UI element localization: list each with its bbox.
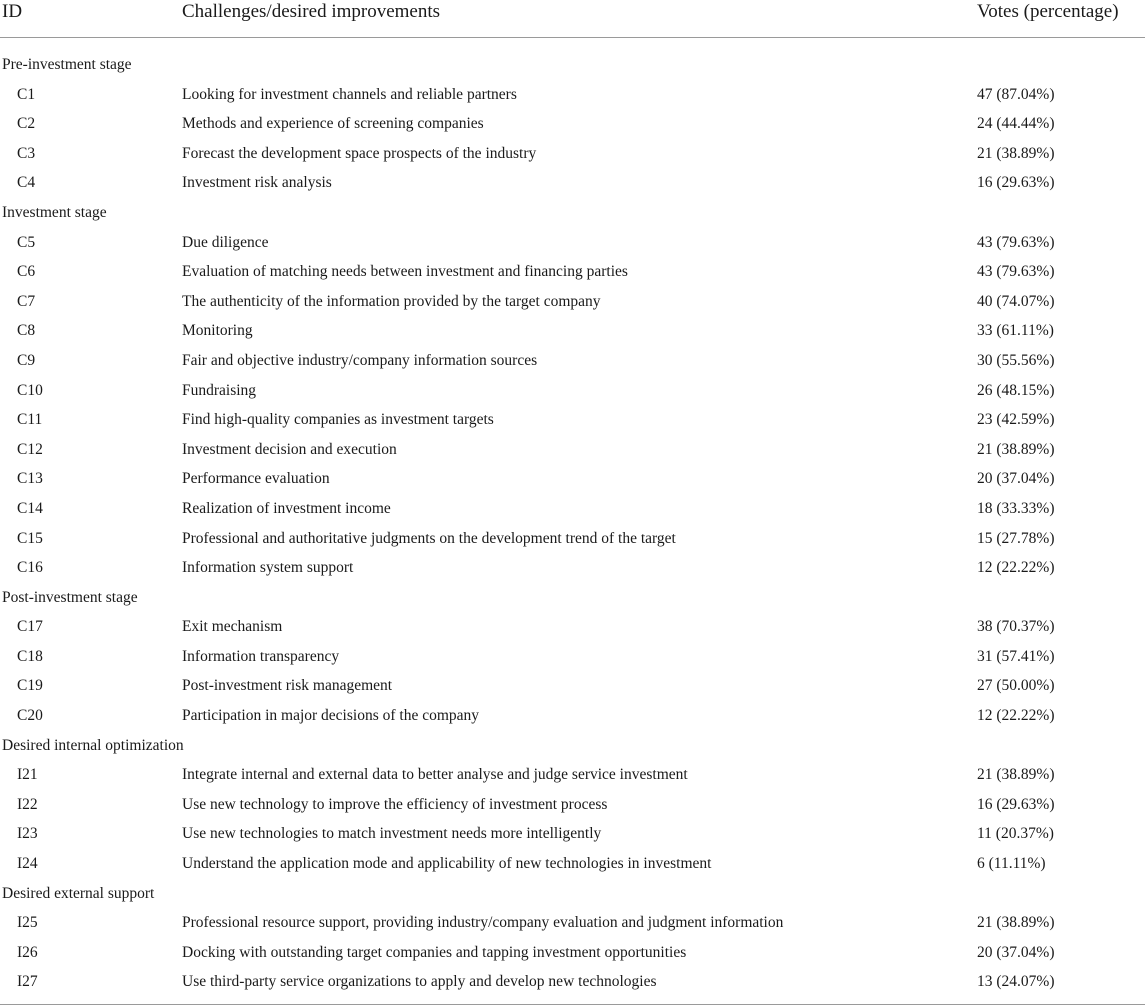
table-bottom-rule: [0, 1004, 1145, 1005]
row-votes: 15 (27.78%): [977, 529, 1055, 547]
table-row: [0, 524, 1145, 554]
row-votes: 31 (57.41%): [977, 647, 1055, 665]
row-votes: 47 (87.04%): [977, 85, 1055, 103]
row-votes: 21 (38.89%): [977, 144, 1055, 162]
row-votes: 18 (33.33%): [977, 499, 1055, 517]
section-title: Pre-investment stage: [2, 56, 132, 73]
row-id: C3: [17, 144, 36, 162]
row-votes: 20 (37.04%): [977, 470, 1055, 488]
row-votes: 6 (11.11%): [977, 855, 1046, 873]
row-description: Information transparency: [182, 647, 340, 665]
table-row: [0, 701, 1145, 731]
table-row: [0, 849, 1145, 879]
table-row: [0, 494, 1145, 524]
row-description: Docking with outstanding target companies and tapping investment opportunities: [182, 943, 687, 961]
row-id: C16: [17, 559, 43, 577]
row-description: Post-investment risk management: [182, 677, 393, 695]
table-body: [0, 38, 1145, 997]
table-row: [0, 287, 1145, 317]
row-id: C19: [17, 677, 43, 695]
row-votes: 12 (22.22%): [977, 559, 1055, 577]
row-id: C1: [17, 85, 36, 103]
row-description: Investment risk analysis: [182, 174, 332, 192]
row-description: Due diligence: [182, 233, 269, 251]
row-id: I24: [17, 855, 38, 873]
section-heading: [0, 50, 1145, 80]
row-description: Evaluation of matching needs between investment and financing parties: [182, 263, 628, 281]
header-id: ID: [2, 1, 23, 22]
row-votes: 26 (48.15%): [977, 381, 1055, 399]
row-id: C2: [17, 115, 36, 133]
table-row: [0, 642, 1145, 672]
table-header: [0, 0, 1145, 38]
row-votes: 13 (24.07%): [977, 973, 1055, 991]
section-heading: [0, 583, 1145, 613]
row-id: C13: [17, 470, 43, 488]
table-row: [0, 612, 1145, 642]
row-votes: 21 (38.89%): [977, 440, 1055, 458]
row-description: Forecast the development space prospects of the industry: [182, 144, 537, 162]
table-row: [0, 109, 1145, 139]
table-row: [0, 257, 1145, 287]
row-id: C20: [17, 707, 43, 725]
row-description: Participation in major decisions of the company: [182, 707, 480, 725]
row-description: Use new technology to improve the efficiency of investment process: [182, 795, 608, 813]
row-id: I26: [17, 943, 38, 961]
row-id: C18: [17, 647, 43, 665]
table-row: [0, 376, 1145, 406]
row-id: C9: [17, 351, 36, 369]
row-id: I23: [17, 825, 38, 843]
section-heading: [0, 879, 1145, 909]
header-votes: Votes (percentage): [977, 1, 1119, 22]
row-description: Understand the application mode and applicability of new technologies in investment: [182, 855, 712, 873]
table-row: [0, 671, 1145, 701]
row-description: Investment decision and execution: [182, 440, 397, 458]
table-row: [0, 316, 1145, 346]
table-row: [0, 464, 1145, 494]
table-row: [0, 405, 1145, 435]
row-id: I25: [17, 914, 38, 932]
row-votes: 30 (55.56%): [977, 351, 1055, 369]
table-row: [0, 80, 1145, 110]
row-id: I21: [17, 766, 38, 784]
row-description: Use new technologies to match investment needs more intelligently: [182, 825, 602, 843]
row-votes: 16 (29.63%): [977, 795, 1055, 813]
row-description: Methods and experience of screening companies: [182, 115, 484, 133]
row-id: C15: [17, 529, 43, 547]
row-votes: 20 (37.04%): [977, 943, 1055, 961]
row-id: I27: [17, 973, 38, 991]
section-heading: [0, 198, 1145, 228]
row-description: The authenticity of the information provided by the target company: [182, 292, 601, 310]
table-row: [0, 553, 1145, 583]
row-id: C12: [17, 440, 43, 458]
row-id: I22: [17, 795, 38, 813]
table-row: [0, 346, 1145, 376]
table-row: [0, 168, 1145, 198]
row-votes: 33 (61.11%): [977, 322, 1054, 340]
section-title: Post-investment stage: [2, 588, 138, 606]
row-description: Exit mechanism: [182, 618, 283, 636]
row-description: Use third-party service organizations to apply and develop new technologies: [182, 973, 657, 991]
row-votes: 21 (38.89%): [977, 766, 1055, 784]
row-votes: 43 (79.63%): [977, 233, 1055, 251]
row-votes: 38 (70.37%): [977, 618, 1055, 636]
row-votes: 12 (22.22%): [977, 707, 1055, 725]
row-id: C6: [17, 263, 36, 281]
row-id: C7: [17, 292, 36, 310]
table-row: [0, 908, 1145, 938]
row-votes: 40 (74.07%): [977, 292, 1055, 310]
row-description: Professional and authoritative judgments on the development trend of the target: [182, 529, 676, 547]
row-id: C14: [17, 499, 43, 517]
table-row: [0, 967, 1145, 997]
row-description: Performance evaluation: [182, 470, 330, 488]
row-description: Fundraising: [182, 381, 257, 399]
row-description: Realization of investment income: [182, 499, 391, 517]
table-row: [0, 760, 1145, 790]
table-row: [0, 139, 1145, 169]
row-description: Fair and objective industry/company information sources: [182, 351, 538, 369]
row-id: C8: [17, 322, 36, 340]
row-description: Information system support: [182, 559, 354, 577]
row-votes: 21 (38.89%): [977, 914, 1055, 932]
section-title: Desired external support: [2, 884, 155, 902]
row-id: C11: [17, 411, 43, 429]
row-votes: 11 (20.37%): [977, 825, 1054, 843]
table-row: [0, 819, 1145, 849]
row-description: Professional resource support, providing industry/company evaluation and judgment information: [182, 914, 784, 932]
row-description: Find high-quality companies as investment targets: [182, 411, 494, 429]
row-votes: 23 (42.59%): [977, 411, 1055, 429]
row-votes: 16 (29.63%): [977, 174, 1055, 192]
table-row: [0, 938, 1145, 968]
row-votes: 43 (79.63%): [977, 263, 1055, 281]
section-heading: [0, 731, 1145, 761]
table-row: [0, 228, 1145, 258]
row-description: Monitoring: [182, 322, 253, 340]
row-description: Integrate internal and external data to better analyse and judge service investment: [182, 766, 688, 784]
row-id: C4: [17, 174, 36, 192]
row-votes: 27 (50.00%): [977, 677, 1055, 695]
section-title: Desired internal optimization: [2, 736, 184, 754]
header-challenges: Challenges/desired improvements: [182, 1, 441, 22]
row-votes: 24 (44.44%): [977, 115, 1055, 133]
row-description: Looking for investment channels and reliable partners: [182, 85, 517, 103]
row-id: C5: [17, 233, 36, 251]
row-id: C10: [17, 381, 43, 399]
section-title: Investment stage: [2, 203, 107, 221]
table-row: [0, 435, 1145, 465]
row-id: C17: [17, 618, 43, 636]
table-row: [0, 790, 1145, 820]
